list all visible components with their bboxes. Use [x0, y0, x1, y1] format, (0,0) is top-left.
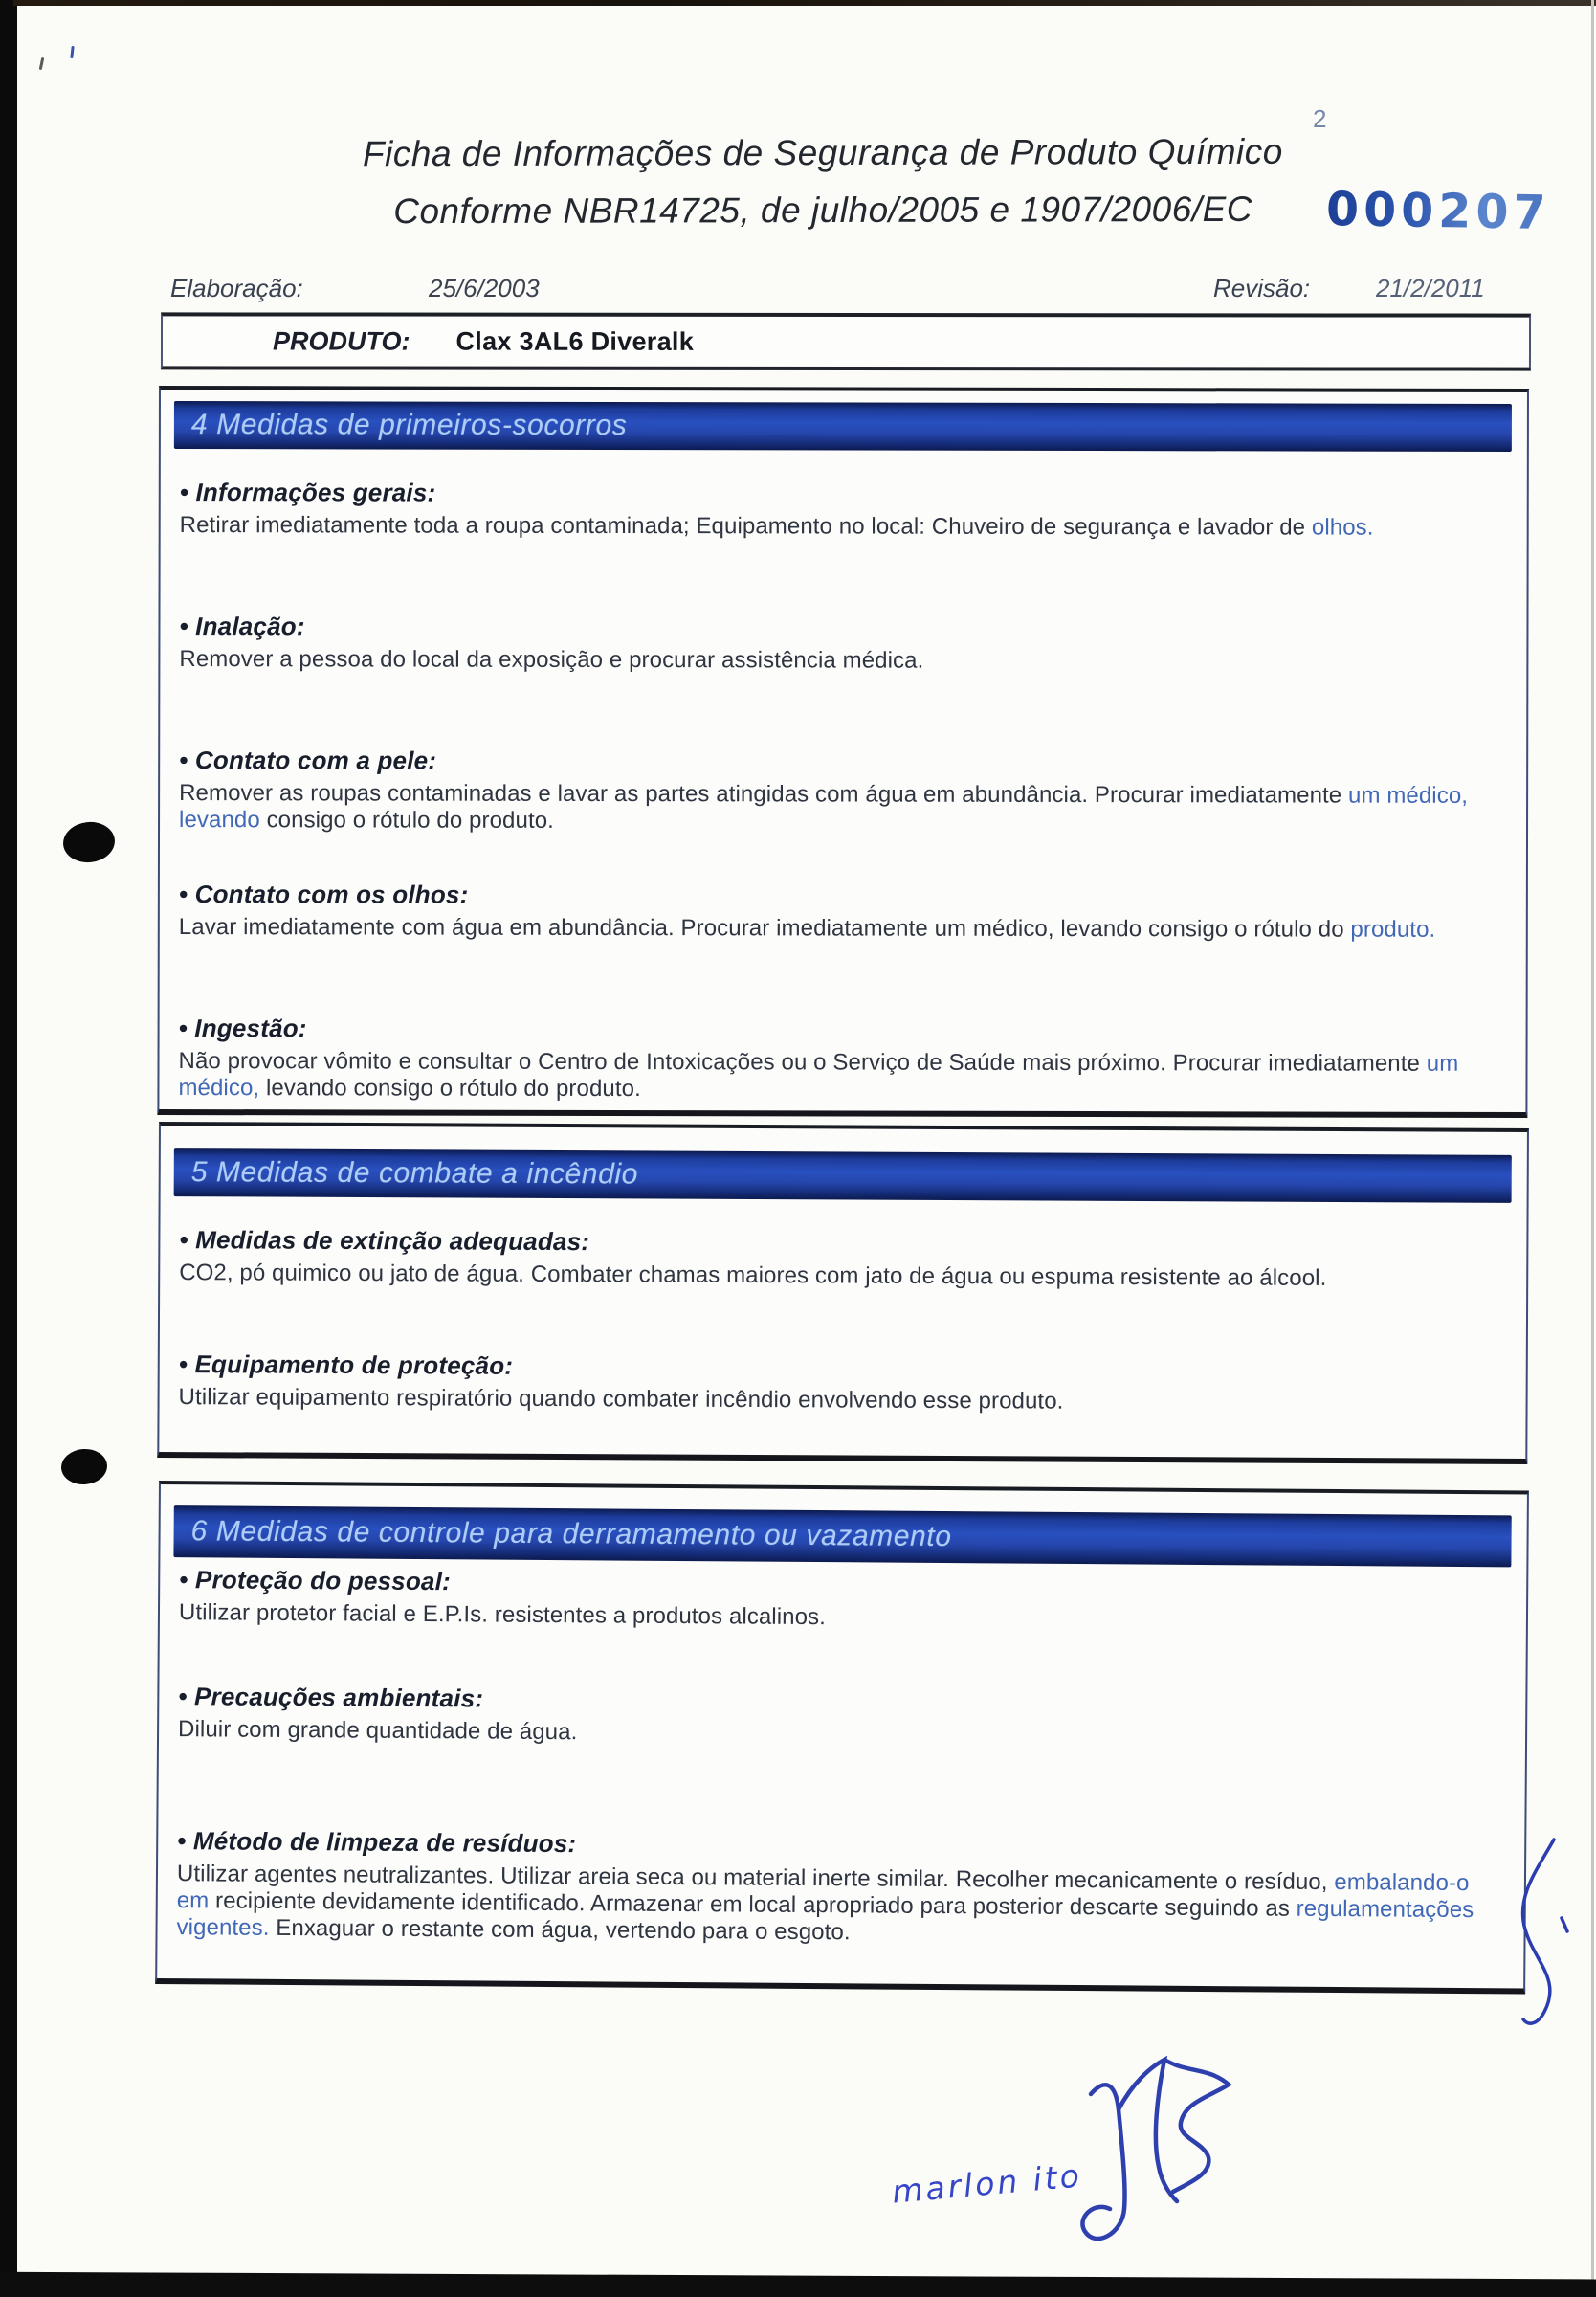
body-text: Remover as roupas contaminadas e lavar as partes atingidas com água em abundância. Procurar imediatamente [179, 780, 1349, 809]
scan-speck [39, 57, 45, 70]
signature-scribble [1070, 2050, 1261, 2261]
item-body [179, 780, 1482, 836]
section-box [155, 1481, 1529, 1994]
elaboracao-label: Elaboração: [170, 274, 303, 302]
body-text: produto. [1350, 916, 1436, 943]
body-text: Remover a pessoa do local da exposição e procurar assistência médica. [179, 646, 924, 674]
body-text: regulamentações vigentes. [176, 1895, 1474, 1941]
body-text: Não provocar vômito e consultar o Centro de Intoxicações ou o Serviço de Saúde mais próximo. Procurar imediatamente [178, 1048, 1427, 1077]
hole-punch-mark [60, 1447, 108, 1485]
title-line-1: Ficha de Informações de Segurança de Produto Químico [362, 131, 1283, 174]
section-item [180, 478, 1483, 614]
revisao-date: 21/2/2011 [1376, 274, 1485, 302]
section-header-bar: 5 Medidas de combate a incêndio [174, 1148, 1512, 1203]
scan-edge-right [1591, 0, 1594, 2297]
revisao-label: Revisão: [1213, 274, 1311, 302]
section-item [178, 1565, 1482, 1691]
section-item [176, 1826, 1480, 1952]
body-text: CO2, pó quimico ou jato de água. Combater chamas maiores com jato de água ou espuma resistente ao álcool. [179, 1260, 1327, 1291]
body-text: Lavar imediatamente com água em abundância. Procurar imediatamente um médico, levando consigo o rótulo do [178, 914, 1351, 943]
body-text: embalando-o em [176, 1869, 1470, 1914]
product-label: PRODUTO: [272, 325, 410, 356]
scan-speck [70, 46, 74, 58]
item-heading: • Proteção do pessoal: [179, 1565, 452, 1596]
title-line-2: Conforme NBR14725, de julho/2005 e 1907/2006/EC [393, 189, 1252, 232]
handwritten-name: marlon ito [890, 2156, 1084, 2211]
body-text: olhos. [1311, 514, 1374, 541]
elaboracao-date: 25/6/2003 [429, 274, 540, 302]
item-heading: • Precauções ambientais: [178, 1682, 484, 1713]
section-content [157, 1557, 1526, 1952]
item-heading: • Contato com os olhos: [178, 880, 469, 909]
section-item [179, 880, 1482, 1016]
scan-edge-top [13, 0, 1596, 6]
body-text: um médico, levando [179, 782, 1469, 834]
item-heading: • Inalação: [179, 612, 305, 641]
section-header-bar: 4 Medidas de primeiros-socorros [174, 401, 1512, 452]
document-title [283, 123, 1363, 241]
hole-punch-mark [61, 819, 117, 864]
scan-edge-bottom [0, 2266, 1596, 2297]
item-body [179, 1384, 1482, 1417]
body-text: levando consigo o rótulo do produto. [259, 1075, 641, 1103]
item-body [180, 512, 1483, 542]
section-header-bar: 6 Medidas de controle para derramamento ou vazamento [173, 1505, 1511, 1567]
section-box [157, 1122, 1529, 1464]
scan-edge-left [0, 0, 17, 2297]
item-heading: • Informações gerais: [179, 478, 436, 507]
item-heading: • Equipamento de proteção: [178, 1349, 514, 1380]
section-item [177, 1682, 1481, 1836]
product-name: Clax 3AL6 Diveralk [455, 326, 695, 356]
section-content [159, 449, 1527, 1150]
body-text: Enxaguar o restante com água, vertendo para o esgoto. [269, 1914, 851, 1946]
item-body [179, 1599, 1482, 1636]
section-item [179, 746, 1482, 882]
stamp-number: 000207 [1325, 181, 1552, 241]
section-item [179, 612, 1482, 748]
body-text: um médico, [178, 1050, 1459, 1102]
item-body [178, 1716, 1481, 1752]
body-text: Diluir com grande quantidade de água. [177, 1716, 578, 1746]
item-body [179, 1260, 1482, 1293]
item-heading: • Contato com a pele: [179, 746, 437, 775]
body-text: recipiente devidamente identificado. Armazenar em local apropriado para posterior descarte seguindo as [209, 1887, 1297, 1922]
section-item [179, 1225, 1483, 1356]
section-item [178, 1349, 1482, 1481]
body-text: consigo o rótulo do produto. [259, 807, 554, 834]
body-text: Utilizar agentes neutralizantes. Utilizar areia seca ou material inerte similar. Recolher mecanicamente o resíduo, [176, 1861, 1335, 1896]
body-text: Retirar imediatamente toda a roupa contaminada; Equipamento no local: Chuveiro de segurança e lavador de [179, 512, 1312, 541]
body-text: Utilizar equipamento respiratório quando combater incêndio envolvendo esse produto. [178, 1384, 1064, 1415]
pen-squiggle [1495, 1838, 1590, 2039]
item-body [179, 914, 1482, 944]
item-heading: • Método de limpeza de resíduos: [177, 1826, 577, 1859]
item-body [178, 1048, 1481, 1104]
section-box [157, 386, 1529, 1118]
item-body [176, 1861, 1480, 1951]
item-heading: • Ingestão: [178, 1014, 307, 1043]
item-body [179, 646, 1482, 676]
body-text: Utilizar protetor facial e E.P.Is. resistentes a produtos alcalinos. [178, 1599, 827, 1631]
item-heading: • Medidas de extinção adequadas: [179, 1225, 590, 1257]
section-content [159, 1196, 1526, 1481]
page-number: 2 [1313, 104, 1327, 133]
product-box [161, 312, 1531, 370]
